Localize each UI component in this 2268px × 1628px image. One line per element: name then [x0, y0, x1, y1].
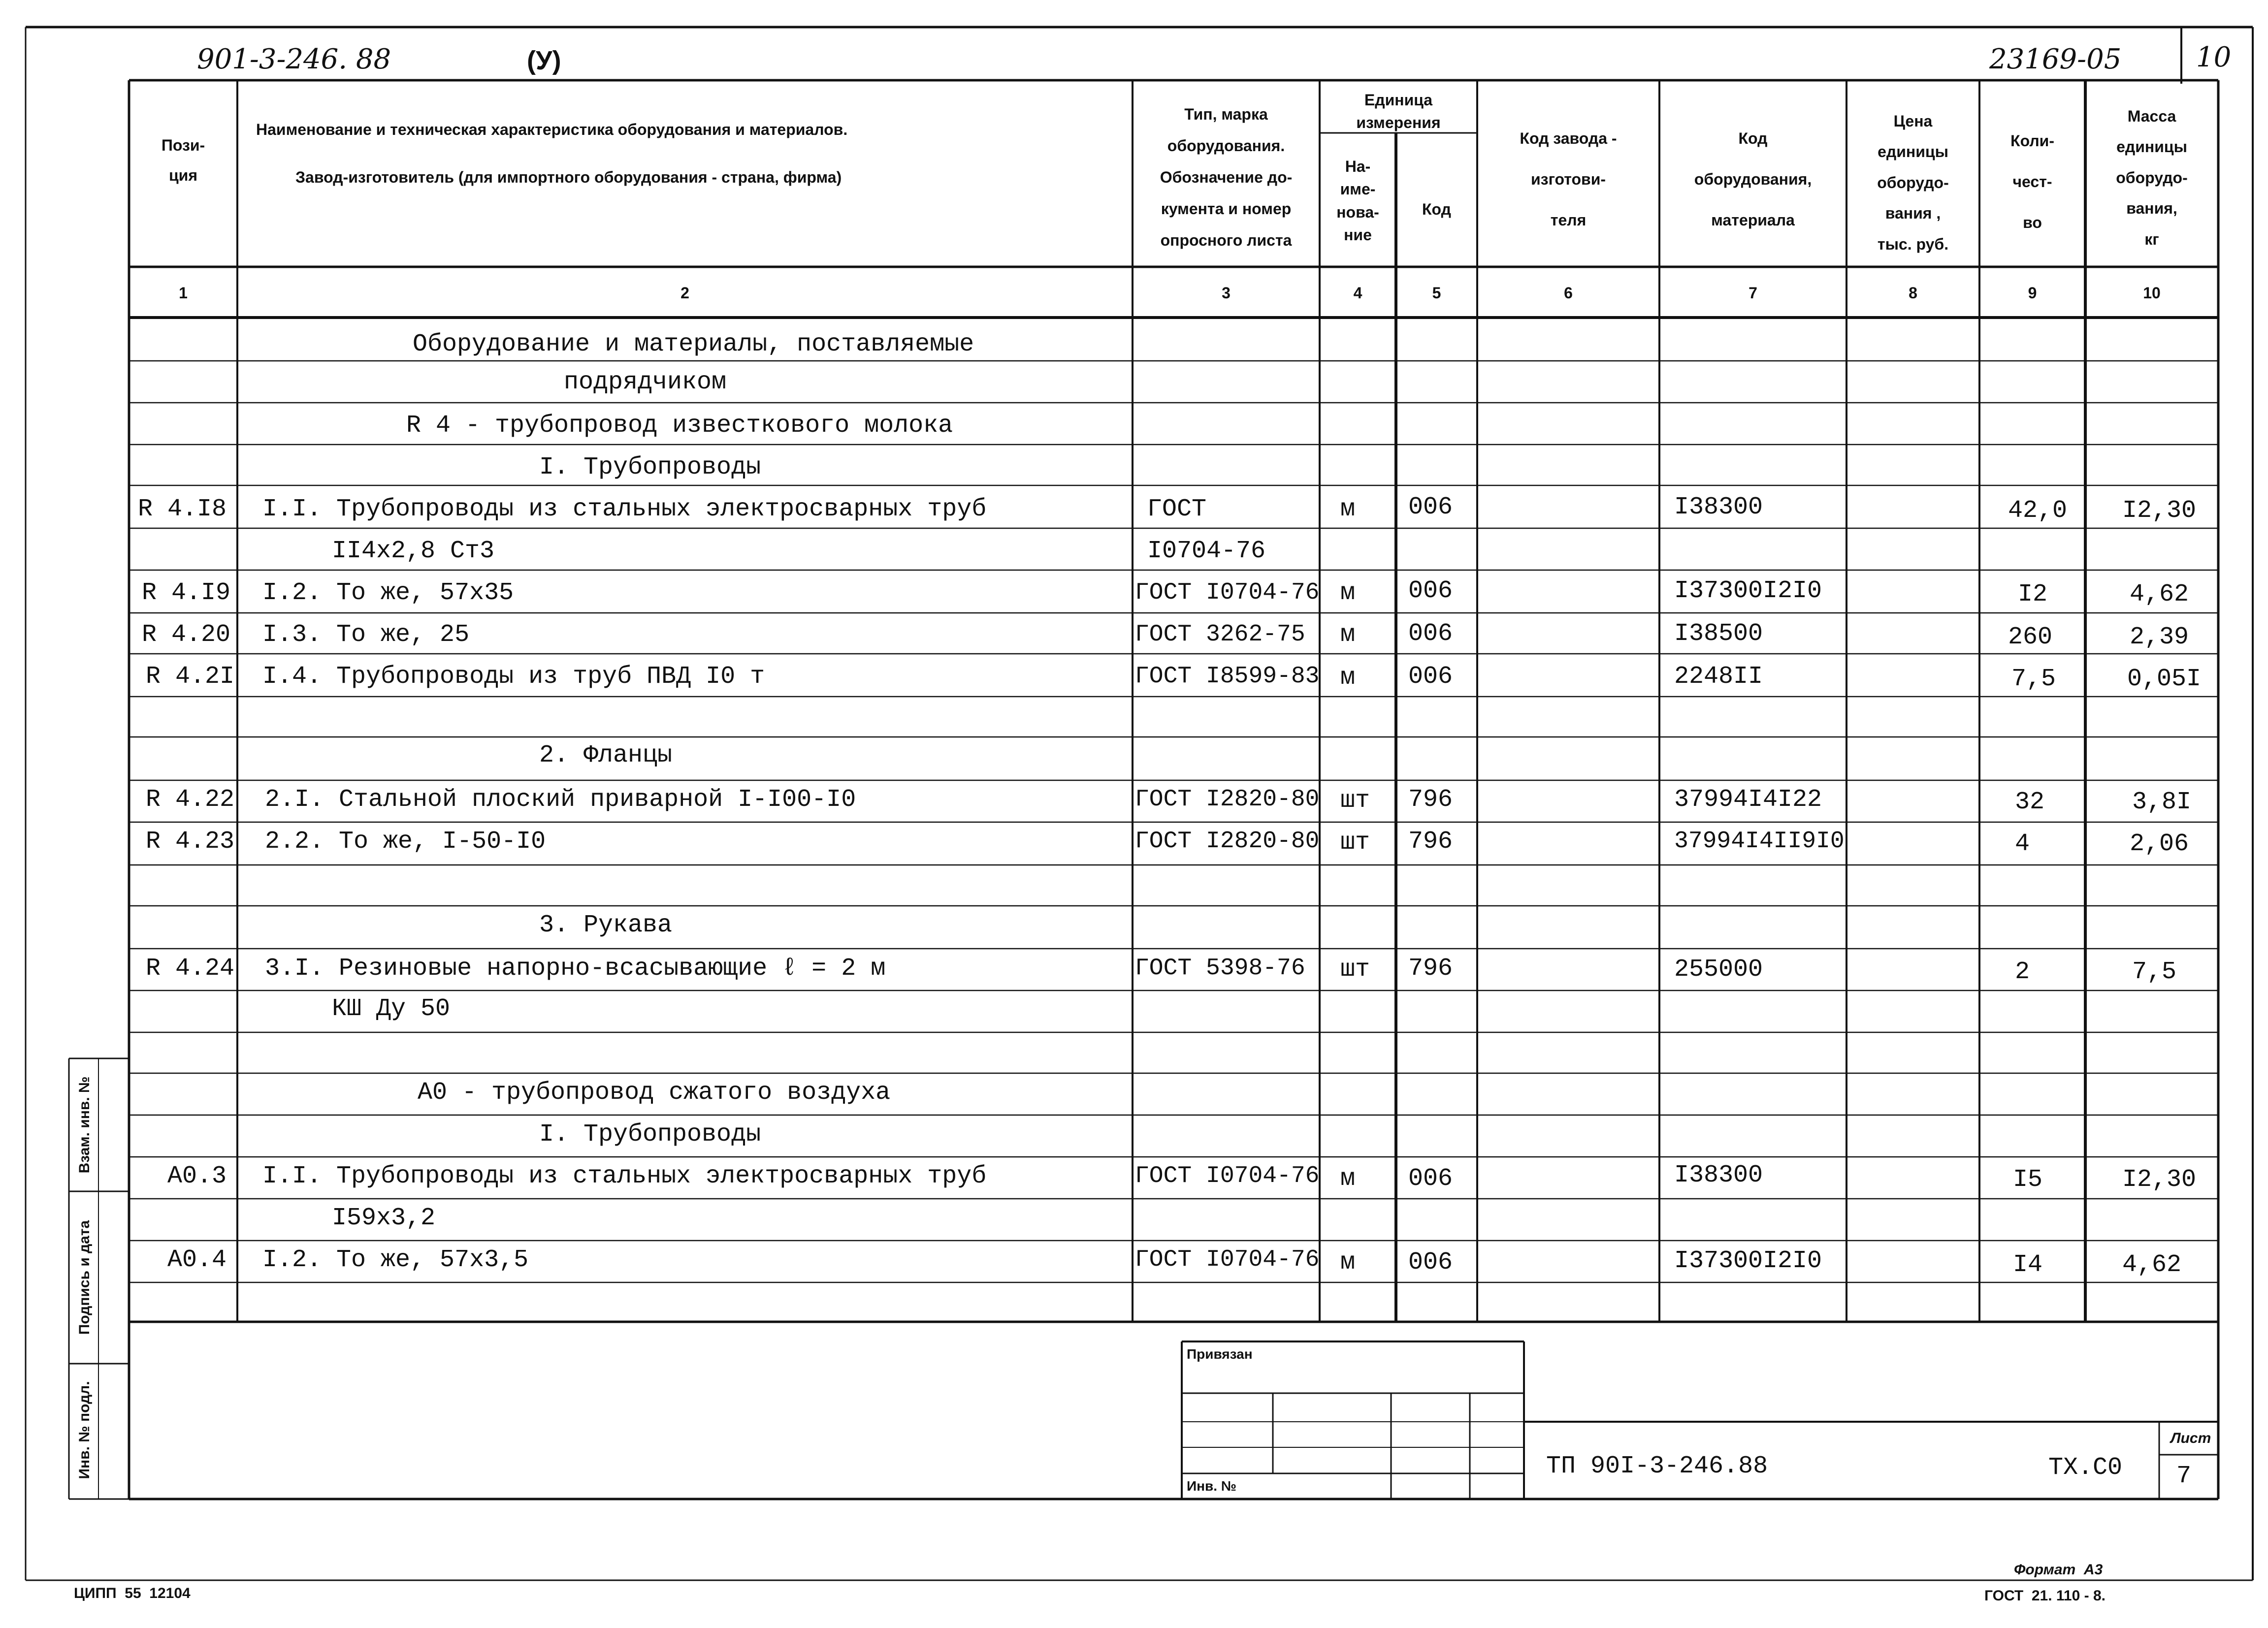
- section-heading: Оборудование и материалы, поставляемые: [413, 330, 974, 358]
- row-unit-code: 796: [1408, 828, 1453, 856]
- row-name: I59x3,2: [332, 1204, 436, 1232]
- row-mass: 2,39: [2130, 623, 2189, 651]
- header-unit-group: Единица измерения: [1356, 91, 1441, 132]
- row-position: R 4.20: [142, 621, 231, 649]
- row-name: I.2. То же, 57x3,5: [262, 1246, 529, 1274]
- page-number: 10: [2196, 41, 2232, 73]
- footer-format: Формат А3: [2014, 1562, 2103, 1578]
- row-name: 2.2. То же, I-50-I0: [265, 828, 546, 856]
- header-price: Цена единицы оборудо- вания , тыс. руб.: [1877, 112, 1949, 253]
- section-heading: А0 - трубопровод сжатого воздуха: [418, 1079, 891, 1107]
- row-code: I37300I2I0: [1674, 1247, 1822, 1275]
- row-type: ГОСТ: [1147, 495, 1207, 523]
- column-number: 4: [1353, 284, 1362, 302]
- row-type: ГОСТ 3262-75: [1135, 621, 1305, 648]
- row-type: I0704-76: [1147, 537, 1266, 565]
- row-unit-code: 006: [1408, 1248, 1453, 1277]
- row-mass: 4,62: [2130, 580, 2189, 608]
- row-unit: м: [1340, 621, 1356, 649]
- row-quantity: I5: [2013, 1166, 2043, 1194]
- row-quantity: 42,0: [2008, 497, 2068, 525]
- row-unit-code: 006: [1408, 577, 1453, 605]
- row-name: 2.I. Стальной плоский приварной I-I00-I0: [265, 786, 856, 814]
- header-position: Пози- ция: [161, 136, 205, 184]
- section-heading: R 4 - трубопровод известкового молока: [406, 412, 953, 440]
- stamp-podpis-data: Подпись и дата: [76, 1220, 93, 1335]
- row-unit-code: 006: [1408, 663, 1453, 691]
- header-unit-code: Код: [1422, 200, 1451, 218]
- row-mass: I2,30: [2122, 1166, 2197, 1194]
- row-quantity: 2: [2015, 958, 2030, 986]
- row-mass: 2,06: [2130, 830, 2189, 858]
- column-number: 2: [680, 284, 689, 302]
- document-mark: ТХ.С0: [2048, 1454, 2123, 1482]
- column-number: 9: [2028, 284, 2037, 302]
- header-name-line1: Наименование и техническая характеристика оборудования и материалов.: [256, 121, 848, 138]
- row-quantity: 7,5: [2011, 665, 2056, 693]
- row-name: 3.I. Резиновые напорно-всасывающие ℓ = 2 м: [265, 955, 886, 983]
- column-number: 8: [1909, 284, 1917, 302]
- header-plant-code: Код завода - изготови- теля: [1520, 129, 1617, 229]
- row-code: I38500: [1674, 620, 1763, 648]
- doc-mark: (У): [527, 46, 561, 75]
- row-unit: шт: [1340, 787, 1370, 815]
- row-position: R 4.I8: [138, 495, 227, 523]
- row-unit: шт: [1340, 956, 1370, 984]
- inv-no-label: Инв. №: [1187, 1478, 1237, 1494]
- row-unit: м: [1340, 495, 1356, 523]
- doc-code-left: 901-3-246. 88: [197, 43, 391, 75]
- row-unit-code: 006: [1408, 493, 1453, 521]
- section-heading: 3. Рукава: [539, 911, 673, 939]
- row-code: I38300: [1674, 1161, 1763, 1189]
- row-code: I38300: [1674, 493, 1763, 521]
- stamp-inv-podl: Инв. № подл.: [76, 1381, 93, 1479]
- row-unit: м: [1340, 664, 1356, 692]
- column-number: 7: [1749, 284, 1757, 302]
- row-name: I.2. То же, 57x35: [262, 579, 514, 607]
- row-unit-code: 006: [1408, 1165, 1453, 1193]
- row-unit: м: [1340, 1165, 1356, 1193]
- header-mass: Масса единицы оборудо- вания, кг: [2116, 107, 2188, 248]
- document-number: ТП 90I-3-246.88: [1546, 1452, 1768, 1480]
- section-heading: подрядчиком: [564, 368, 727, 396]
- row-name: КШ Ду 50: [332, 995, 451, 1023]
- row-position: R 4.2I: [146, 663, 235, 691]
- column-number: 10: [2143, 284, 2161, 302]
- row-name: I.3. То же, 25: [262, 621, 470, 649]
- row-type: ГОСТ I2820-80: [1135, 828, 1320, 855]
- row-mass: 0,05I: [2127, 665, 2202, 693]
- header-name-line2: Завод-изготовитель (для импортного оборудования - страна, фирма): [295, 168, 842, 186]
- header-name: [256, 121, 1123, 187]
- row-quantity: 4: [2015, 830, 2030, 858]
- row-unit: шт: [1340, 829, 1370, 857]
- section-heading: 2. Фланцы: [539, 741, 673, 769]
- row-code: 37994I4II9I0: [1674, 828, 1845, 855]
- row-mass: 4,62: [2122, 1251, 2182, 1279]
- row-quantity: I2: [2018, 580, 2048, 608]
- row-position: R 4.I9: [142, 579, 231, 607]
- row-unit: м: [1340, 1248, 1356, 1277]
- privyazan-label: Привязан: [1187, 1346, 1253, 1362]
- row-position: R 4.23: [146, 828, 235, 856]
- row-type: ГОСТ I0704-76: [1135, 579, 1320, 606]
- row-mass: I2,30: [2122, 497, 2197, 525]
- sheet-label: Лист: [2171, 1430, 2211, 1446]
- header-equipment-code: Код оборудования, материала: [1694, 129, 1812, 229]
- row-position: R 4.22: [146, 786, 235, 814]
- column-number: 1: [179, 284, 188, 302]
- footer-gost: ГОСТ 21. 110 - 8.: [1984, 1588, 2106, 1604]
- stamp-vzam-inv: Взам. инв. №: [76, 1076, 93, 1174]
- row-type: ГОСТ I0704-76: [1135, 1246, 1320, 1273]
- row-type: ГОСТ I2820-80: [1135, 786, 1320, 813]
- doc-code-right: 23169-05: [1989, 43, 2122, 75]
- row-name: II4x2,8 Ст3: [332, 537, 495, 565]
- row-name: I.4. Трубопроводы из труб ПВД I0 т: [262, 663, 765, 691]
- footer-left-code: ЦИПП 55 12104: [74, 1585, 191, 1601]
- row-type: ГОСТ I0704-76: [1135, 1163, 1320, 1189]
- row-code: 255000: [1674, 956, 1763, 984]
- row-code: 37994I4I22: [1674, 786, 1822, 814]
- row-mass: 7,5: [2132, 958, 2177, 986]
- row-quantity: 260: [2008, 623, 2053, 651]
- section-heading: I. Трубопроводы: [539, 453, 761, 481]
- row-unit-code: 796: [1408, 955, 1453, 983]
- sheet-number: 7: [2176, 1462, 2192, 1490]
- row-mass: 3,8I: [2132, 788, 2192, 816]
- row-unit-code: 796: [1408, 786, 1453, 814]
- row-quantity: I4: [2013, 1251, 2043, 1279]
- column-number: 3: [1222, 284, 1231, 302]
- header-type: Тип, марка оборудования. Обозначение до- кумента и номер опросного листа: [1160, 105, 1293, 249]
- row-name: I.I. Трубопроводы из стальных электросварных труб: [262, 495, 987, 523]
- row-type: ГОСТ I8599-83: [1135, 663, 1320, 690]
- row-quantity: 32: [2015, 788, 2045, 816]
- row-type: ГОСТ 5398-76: [1135, 955, 1305, 982]
- row-position: А0.3: [167, 1162, 227, 1190]
- row-position: R 4.24: [146, 955, 235, 983]
- row-unit: м: [1340, 579, 1356, 607]
- row-unit-code: 006: [1408, 620, 1453, 648]
- section-heading: I. Трубопроводы: [539, 1120, 761, 1149]
- row-code: 2248II: [1674, 663, 1763, 691]
- header-quantity: Коли- чест- во: [2010, 132, 2054, 232]
- row-code: I37300I2I0: [1674, 577, 1822, 605]
- header-unit-name: На- име- нова- ние: [1336, 158, 1379, 244]
- column-number: 5: [1432, 284, 1441, 302]
- row-name: I.I. Трубопроводы из стальных электросварных труб: [262, 1162, 987, 1190]
- row-position: А0.4: [167, 1246, 227, 1274]
- column-number: 6: [1564, 284, 1573, 302]
